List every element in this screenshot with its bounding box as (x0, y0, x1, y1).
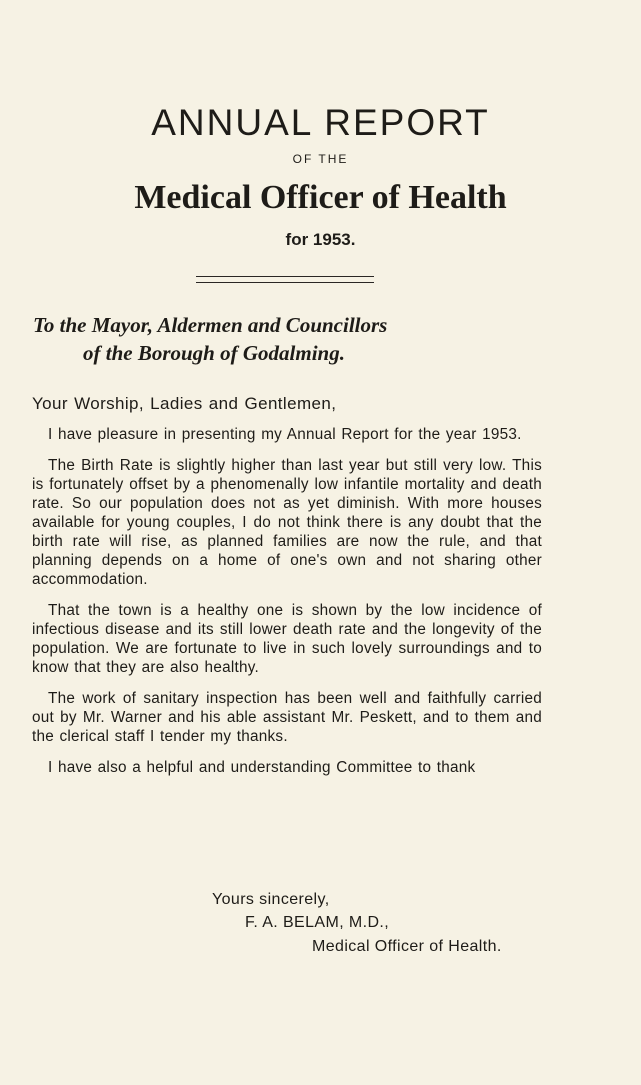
addressee-line-2: of the Borough of Godalming. (83, 341, 345, 365)
signatory-name: F. A. BELAM, M.D., (245, 914, 390, 931)
paragraph: I have also a helpful and understanding Committee to thank (48, 759, 476, 776)
closing: Yours sincerely, (212, 891, 330, 908)
addressee-line-1: To the Mayor, Aldermen and Councillors (33, 313, 388, 337)
paragraph: That the town is a healthy one is shown by the low incidence of infectious disease and its still lower death rate and the longevity of the population. We are fortunate to live in such lovely surroundings and to know that they are also healthy. (32, 602, 542, 676)
addressee (33, 311, 593, 367)
of-the-label: OF THE (292, 152, 349, 166)
salutation: Your Worship, Ladies and Gentlemen, (32, 394, 337, 413)
paragraph: The Birth Rate is slightly higher than last year but still very low. This is fortunately offset by a phenomenally low infantile mortality and death rate. So our population does not as yet diminish. With more houses available for young couples, I do not think there is any doubt that the birth rate will rise, as planned families are now the rule, and that planning depends on a home of one's own and not sharing other accommodation. (32, 457, 542, 588)
report-title: ANNUAL REPORT (151, 102, 490, 143)
letter-body (32, 394, 542, 789)
report-subtitle: Medical Officer of Health (134, 179, 507, 216)
paragraph: I have pleasure in presenting my Annual Report for the year 1953. (48, 426, 522, 443)
signatory-role: Medical Officer of Health. (312, 938, 502, 955)
double-rule-divider (196, 276, 374, 283)
report-year: for 1953. (285, 230, 356, 249)
paragraph: The work of sanitary inspection has been well and faithfully carried out by Mr. Warner and his able assistant Mr. Peskett, and to them and the clerical staff I tender my thanks. (32, 690, 542, 745)
